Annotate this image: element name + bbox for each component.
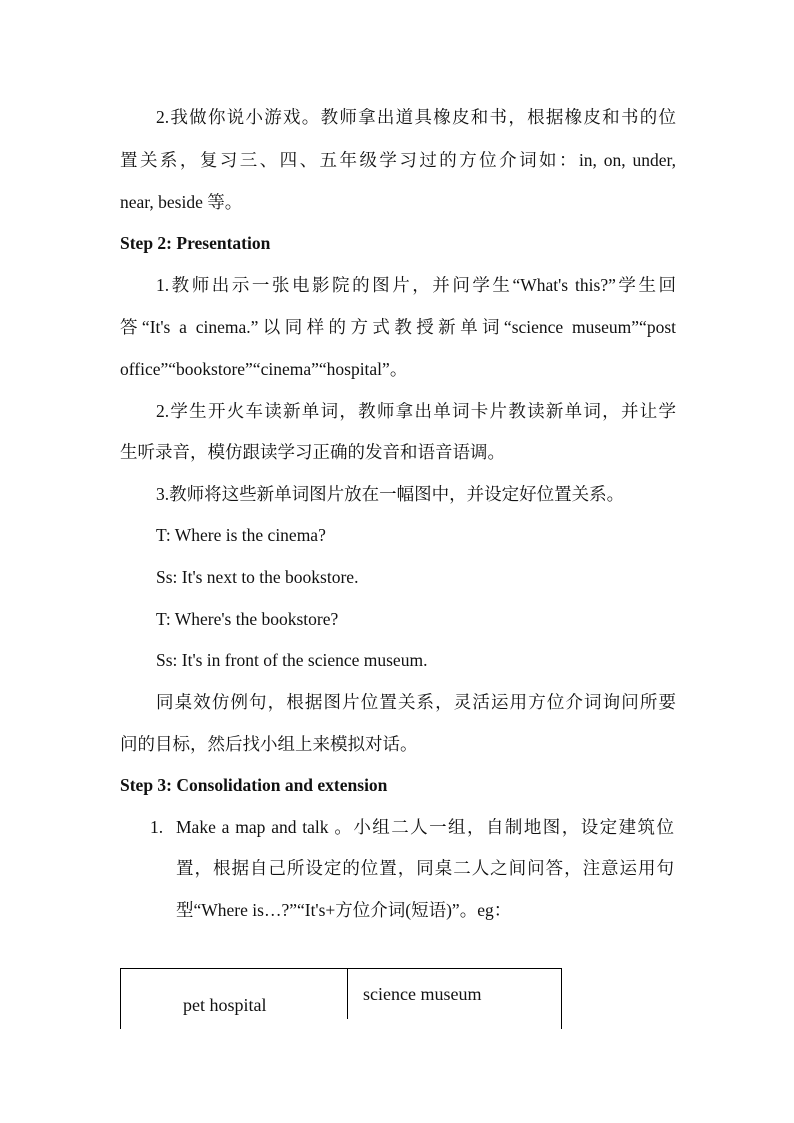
paragraph-picture-line-1: 3.教师将这些新单词图片放在一幅图中，并设定好位置关系。	[156, 484, 625, 504]
paragraph-cinema-line-2: 答“It's a cinema.”以同样的方式教授新单词“science museum”“post	[120, 317, 676, 337]
paragraph-train-line-1: 2.学生开火车读新单词，教师拿出单词卡片教读新单词，并让学	[156, 401, 676, 421]
paragraph-cinema-line-1: 1.教师出示一张电影院的图片，并问学生“What's this?”学生回	[156, 275, 676, 295]
map-table	[120, 968, 562, 1029]
paragraph-pairwork-line-1: 同桌效仿例句，根据图片位置关系，灵活运用方位介词询问所要	[156, 692, 676, 712]
paragraph-game-line-3: near, beside 等。	[120, 192, 243, 212]
dialog-line-3: T: Where's the bookstore?	[156, 609, 339, 629]
paragraph-train-line-2: 生听录音，模仿跟读学习正确的发音和语音语调。	[120, 442, 505, 462]
dialog-line-2: Ss: It's next to the bookstore.	[156, 567, 359, 587]
paragraph-map-line-3: 型“Where is…?”“It's+方位介词(短语)”。eg：	[176, 900, 512, 920]
paragraph-pairwork-line-2: 问的目标，然后找小组上来模拟对话。	[120, 734, 418, 754]
paragraph-map-line-1: Make a map and talk 。小组二人一组，自制地图，设定建筑位	[176, 817, 674, 837]
dialog-line-4: Ss: It's in front of the science museum.	[156, 650, 428, 670]
paragraph-cinema-line-3: office”“bookstore”“cinema”“hospital”。	[120, 359, 408, 379]
map-cell-pet-hospital: pet hospital	[183, 995, 267, 1015]
step3-heading: Step 3: Consolidation and extension	[120, 775, 388, 795]
paragraph-map-line-2: 置，根据自己所设定的位置，同桌二人之间问答，注意运用句	[176, 858, 674, 878]
paragraph-game-line-2: 置关系，复习三、四、五年级学习过的方位介词如：in, on, under,	[120, 150, 676, 170]
paragraph-game-line-1: 2.我做你说小游戏。教师拿出道具橡皮和书，根据橡皮和书的位	[156, 107, 676, 127]
step2-heading: Step 2: Presentation	[120, 233, 271, 253]
dialog-line-1: T: Where is the cinema?	[156, 525, 326, 545]
map-cell-science-museum: science museum	[363, 984, 482, 1004]
map-table-divider	[347, 969, 348, 1019]
list-number: 1.	[150, 817, 164, 837]
